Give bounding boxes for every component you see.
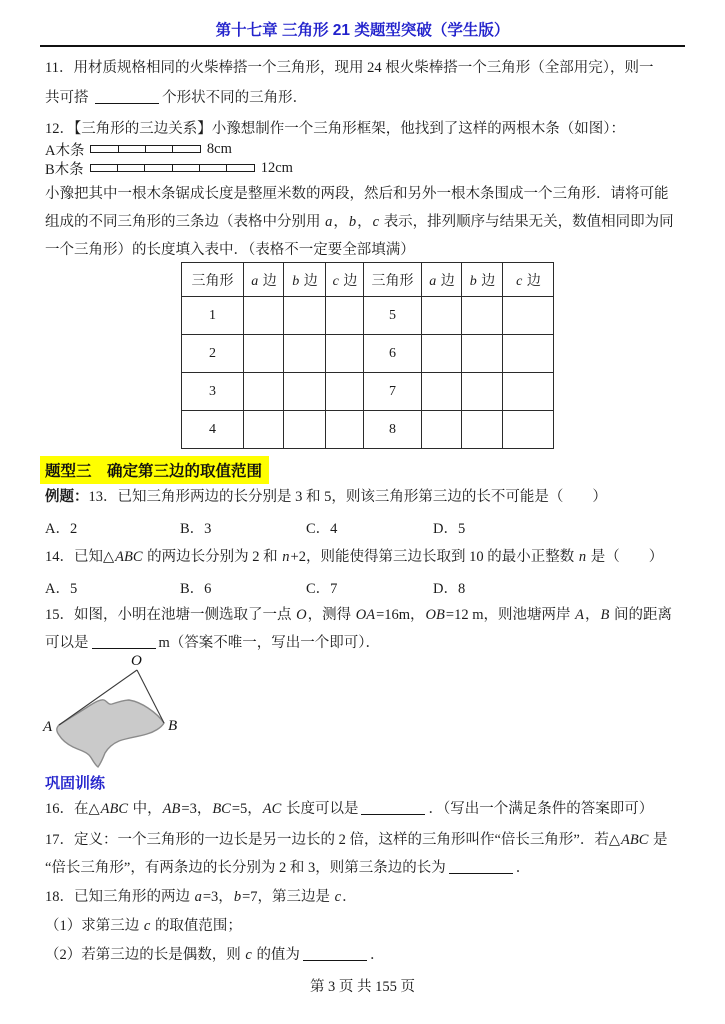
text-run: 表示，排列顺序与结果无关，数值相同即为同 [380, 214, 674, 230]
text-run: 三角形 [371, 273, 414, 289]
point-b-label: B [168, 718, 178, 734]
question-12-para-1: 小豫把其中一根木条锯成长度是整厘米数的两段，然后和另外一根木条围成一个三角形．请将可能 [45, 186, 669, 202]
text-run: =16m， [376, 607, 425, 623]
text-run: b [348, 214, 357, 230]
table-cell [422, 373, 462, 411]
text-run: 中， [129, 801, 162, 817]
text-run: ，测得 [307, 607, 355, 623]
table-cell [422, 297, 462, 335]
table-cell [462, 335, 503, 373]
text-run: ， [357, 214, 372, 230]
text-run: n [578, 549, 587, 565]
table-row [182, 373, 554, 411]
point-o-label: O [131, 653, 142, 669]
text-run: =12 m，则池塘两岸 [445, 607, 575, 623]
text-run: b [292, 273, 300, 289]
text-run: 14．已知△ [45, 549, 115, 565]
stick-a-length: 8cm [206, 140, 232, 157]
table-cell: 1 [182, 297, 244, 335]
text-run: 18．已知三角形的两边 [45, 889, 194, 905]
text-run: 15．如图，小明在池塘一侧选取了一点 [45, 607, 296, 623]
table-cell [244, 297, 284, 335]
text-run: 例题： [45, 489, 89, 505]
text-run: 17．定义：一个三角形的一边长是另一边长的 2 倍，这样的三角形叫作“倍长三角形”．若△ [45, 832, 621, 848]
text-run: 共可搭 [45, 90, 93, 106]
question-12-line-1: 12．【三角形的三边关系】小豫想制作一个三角形框架，他找到了这样的两根木条（如图）： [45, 121, 625, 137]
table-cell: 4 [182, 411, 244, 449]
text-run: 的两边长分别为 2 和 [143, 549, 282, 565]
table-header-cell [182, 263, 244, 297]
text-run: AB [162, 801, 181, 817]
text-run: n [282, 549, 290, 565]
table-header-cell [364, 263, 422, 297]
question-14-line [45, 547, 663, 567]
table-cell [462, 297, 503, 335]
text-run: ． [342, 889, 357, 905]
option-c: C．7 [306, 581, 338, 597]
table-cell: 6 [364, 335, 422, 373]
text-run: =5， [231, 801, 262, 817]
stick-a-label: A木条 [45, 142, 85, 159]
text-run: ABC [100, 801, 129, 817]
question-14-options [45, 577, 665, 597]
text-run: ．（写出一个满足条件的答案即可） [428, 801, 654, 817]
stick-segment [172, 145, 201, 153]
option-b: B．6 [180, 581, 212, 597]
text-run: 可以是 [45, 635, 89, 651]
text-run: O [296, 607, 307, 623]
text-run: OA [355, 607, 376, 623]
stick-segment [226, 164, 255, 172]
text-run: ABC [115, 549, 143, 565]
text-run: 边 [339, 273, 358, 289]
pond-figure [40, 650, 190, 772]
table-row [182, 335, 554, 373]
table-row [182, 411, 554, 449]
text-run: ， [584, 607, 600, 623]
text-run: c [245, 947, 252, 963]
training-section-title: 巩固训练 [45, 775, 106, 792]
blank-underline [92, 635, 156, 649]
triangle-table [181, 262, 554, 449]
stick-segment [145, 145, 174, 153]
pond-shape [57, 700, 164, 767]
table-cell [326, 335, 364, 373]
text-run: 边 [523, 273, 541, 289]
text-run: +2，则能使得第三边长取到 10 的最小正整数 [290, 549, 578, 565]
question-12-para-3: 一个三角形）的长度填入表中．（表格不一定要全部填满） [45, 242, 415, 258]
page-title: 第十七章 三角形 21 类题型突破（学生版） [215, 22, 510, 39]
text-run: 个形状不同的三角形． [162, 90, 308, 106]
table-row [182, 297, 554, 335]
stick-segment [172, 164, 201, 172]
table-cell [503, 411, 554, 449]
table-cell [284, 335, 326, 373]
stick-b-row [45, 159, 293, 177]
question-18-sub-2 [45, 945, 384, 965]
question-11-line-2 [45, 88, 307, 108]
text-run: “倍长三角形”，有两条边的长分别为 2 和 3，则第三条边的长为 [45, 860, 446, 876]
text-run: =7，第三边是 [242, 889, 334, 905]
stick-b-bar [90, 164, 255, 172]
text-run: a [429, 273, 437, 289]
option-a: A．5 [45, 581, 78, 597]
text-run: =3， [202, 889, 233, 905]
table-cell [422, 411, 462, 449]
table-cell [326, 373, 364, 411]
table-header-cell [462, 263, 503, 297]
text-run: 长度可以是 [282, 801, 359, 817]
question-13-line [45, 487, 607, 507]
text-run: 组成的不同三角形的三条边（表格中分别用 [45, 214, 325, 230]
table-cell [244, 335, 284, 373]
text-run: ． [369, 947, 385, 963]
table-cell: 7 [364, 373, 422, 411]
option-b: B．3 [180, 521, 212, 537]
question-16-line [45, 799, 653, 819]
text-run: AC [262, 801, 282, 817]
option-c: C．4 [306, 521, 338, 537]
text-run: b [469, 273, 477, 289]
stick-segment [118, 145, 147, 153]
text-run: c [372, 214, 380, 230]
text-run: a [251, 273, 259, 289]
table-header-cell [326, 263, 364, 297]
section-heading-type3: 题型三 确定第三边的取值范围 [40, 456, 269, 484]
triangle-table-body [182, 263, 554, 449]
table-cell [503, 373, 554, 411]
text-run: 的取值范围； [151, 918, 242, 934]
question-13-options [45, 517, 665, 537]
stick-segment [90, 145, 119, 153]
text-run: 是 [649, 832, 668, 848]
text-run: m（答案不唯一，写出一个即可）． [158, 635, 381, 651]
stick-a-row [45, 140, 232, 158]
table-cell: 5 [364, 297, 422, 335]
text-run: c [332, 273, 339, 289]
text-run: c [516, 273, 523, 289]
table-cell [462, 411, 503, 449]
stick-segment [144, 164, 173, 172]
option-d: D．8 [433, 581, 466, 597]
text-run: 是（ ） [587, 549, 664, 565]
question-18-line [45, 887, 357, 907]
table-header-cell [422, 263, 462, 297]
table-cell [284, 297, 326, 335]
table-header-cell [503, 263, 554, 297]
stick-segment [117, 164, 146, 172]
question-17-line-1 [45, 830, 668, 850]
table-cell [244, 411, 284, 449]
text-run: a [325, 214, 333, 230]
question-12-para-2 [45, 212, 674, 232]
question-18-sub-1 [45, 916, 242, 936]
text-run: 间的距离 [610, 607, 672, 623]
table-cell [503, 335, 554, 373]
text-run: c [334, 889, 342, 905]
question-15-line-1 [45, 605, 672, 625]
table-cell [422, 335, 462, 373]
stick-segment [90, 164, 119, 172]
text-run: BC [212, 801, 231, 817]
blank-underline [361, 801, 425, 815]
stick-b-label: B木条 [45, 161, 84, 178]
text-run: （2）若第三边的长是偶数，则 [45, 947, 245, 963]
option-d: D．5 [433, 521, 466, 537]
text-run: （1）求第三边 [45, 918, 143, 934]
page-footer: 第 3 页 共 155 页 [309, 979, 416, 995]
table-cell [284, 411, 326, 449]
text-run: =3， [181, 801, 212, 817]
stick-b-length: 12cm [260, 159, 293, 176]
text-run: 边 [300, 273, 318, 289]
text-run: 三角形 [191, 273, 234, 289]
point-a-label: A [43, 719, 53, 735]
text-run: a [194, 889, 202, 905]
text-run: c [143, 918, 151, 934]
question-11-line-1: 11．用材质规格相同的火柴棒搭一个三角形，现用 24 根火柴棒搭一个三角形（全部用完），则一 [45, 60, 654, 76]
text-run: 边 [477, 273, 496, 289]
blank-underline [95, 90, 159, 104]
stick-a-bar [90, 145, 200, 153]
text-run: B [600, 607, 610, 623]
table-header-cell [284, 263, 326, 297]
table-cell [326, 297, 364, 335]
header-divider [40, 45, 685, 47]
text-run: 13．已知三角形两边的长分别是 3 和 5，则该三角形第三边的长不可能是（ ） [88, 489, 607, 505]
table-cell [244, 373, 284, 411]
table-cell [503, 297, 554, 335]
text-run: ． [515, 860, 531, 876]
table-header-cell [244, 263, 284, 297]
text-run: 的值为 [252, 947, 300, 963]
text-run: A [575, 607, 584, 623]
table-cell: 8 [364, 411, 422, 449]
blank-underline [303, 947, 367, 961]
table-header-row [182, 263, 554, 297]
text-run: 边 [259, 273, 277, 289]
table-cell [462, 373, 503, 411]
question-17-line-2 [45, 858, 530, 878]
table-cell [284, 373, 326, 411]
text-run: ABC [621, 832, 649, 848]
text-run: 边 [437, 273, 455, 289]
stick-segment [199, 164, 228, 172]
option-a: A．2 [45, 521, 78, 537]
text-run: 16．在△ [45, 801, 100, 817]
text-run: b [233, 889, 242, 905]
table-cell: 3 [182, 373, 244, 411]
text-run: OB [425, 607, 445, 623]
text-run: ， [333, 214, 348, 230]
table-cell [326, 411, 364, 449]
table-cell: 2 [182, 335, 244, 373]
blank-underline [449, 860, 513, 874]
